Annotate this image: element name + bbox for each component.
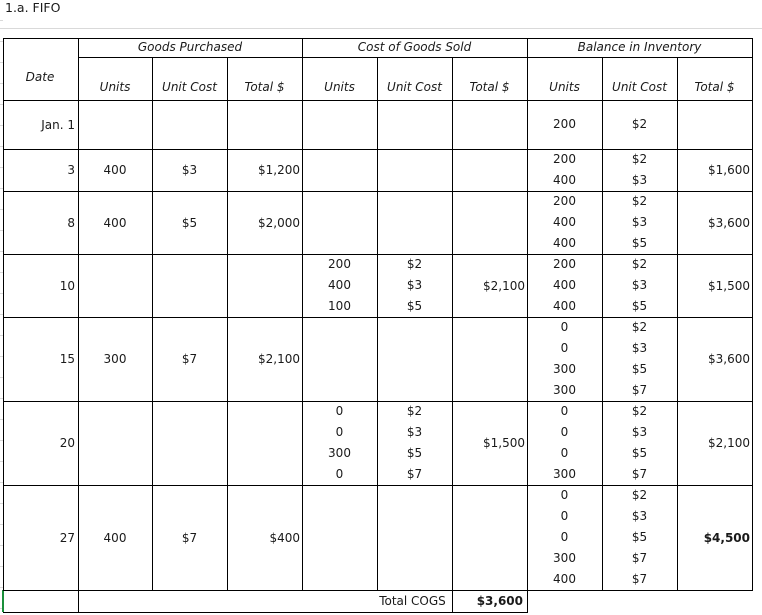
header-subcolumn: Total $ <box>469 80 510 94</box>
balance-total: $3,600 <box>708 215 750 230</box>
balance-units: 300 <box>553 383 576 397</box>
cogs-unit-cost: $3 <box>406 425 423 439</box>
balance-units: 0 <box>560 509 569 523</box>
balance-unit-cost: $2 <box>631 404 648 418</box>
balance-unit-cost: $2 <box>631 320 648 334</box>
purchased-unit-cost: $7 <box>181 352 198 366</box>
total-cogs-value: $3,600 <box>476 594 523 608</box>
balance-total: $2,100 <box>708 436 750 450</box>
column-border <box>527 38 528 590</box>
header-subcolumn: Units <box>324 80 355 94</box>
header-group: Cost of Goods Sold <box>357 40 472 54</box>
cogs-units: 400 <box>328 278 351 292</box>
column-border <box>302 38 303 590</box>
row-border <box>3 401 753 402</box>
row-border <box>3 590 753 591</box>
header-group: Balance in Inventory <box>577 40 702 54</box>
header-subcolumn: Units <box>99 80 131 94</box>
cogs-units: 0 <box>335 467 344 481</box>
balance-units: 300 <box>553 467 576 481</box>
row-border <box>3 149 753 150</box>
balance-units: 0 <box>560 341 569 355</box>
balance-unit-cost: $5 <box>631 299 648 313</box>
column-border <box>152 57 153 590</box>
balance-units: 200 <box>553 152 576 166</box>
balance-unit-cost: $2 <box>631 152 648 166</box>
balance-unit-cost: $5 <box>631 362 648 376</box>
header-subcolumn: Total $ <box>244 80 285 94</box>
purchased-unit-cost: $5 <box>181 215 198 230</box>
cogs-units: 100 <box>328 299 351 313</box>
gridline <box>0 20 3 21</box>
date-cell: 8 <box>67 215 75 230</box>
column-border <box>227 57 228 590</box>
balance-unit-cost: $3 <box>631 215 648 229</box>
balance-units: 200 <box>553 257 576 271</box>
header-subcolumn: Unit Cost <box>162 80 217 94</box>
cogs-total: $1,500 <box>483 436 525 450</box>
column-border <box>752 38 753 590</box>
balance-total: $1,500 <box>708 278 750 293</box>
row-border <box>3 254 753 255</box>
date-cell: 15 <box>59 352 75 366</box>
balance-units: 0 <box>560 320 569 334</box>
cogs-total: $2,100 <box>483 278 525 293</box>
column-border <box>377 57 378 590</box>
row-border <box>3 485 753 486</box>
header-subcolumn: Unit Cost <box>387 80 442 94</box>
balance-unit-cost: $7 <box>631 383 648 397</box>
row-border <box>3 38 753 39</box>
balance-total: $3,600 <box>708 352 750 366</box>
balance-unit-cost: $7 <box>631 572 648 586</box>
purchased-total: $2,100 <box>258 352 300 366</box>
balance-unit-cost: $5 <box>631 236 648 250</box>
cogs-unit-cost: $2 <box>406 404 423 418</box>
cogs-unit-cost: $5 <box>406 299 423 313</box>
header-subcolumn: Unit Cost <box>612 80 667 94</box>
column-border <box>602 57 603 590</box>
row-border <box>3 317 753 318</box>
column-border <box>3 38 4 590</box>
date-cell: 27 <box>59 530 75 545</box>
balance-unit-cost: $3 <box>631 341 648 355</box>
balance-unit-cost: $2 <box>631 257 648 271</box>
header-group: Goods Purchased <box>137 40 243 54</box>
cogs-units: 0 <box>335 404 344 418</box>
header-date: Date <box>25 70 55 84</box>
header-subcolumn: Total $ <box>694 80 735 94</box>
balance-unit-cost: $7 <box>631 551 648 565</box>
date-cell: 10 <box>59 278 75 293</box>
balance-units: 0 <box>560 488 569 502</box>
balance-total: $1,600 <box>708 163 750 177</box>
balance-unit-cost: $2 <box>631 117 648 131</box>
balance-units: 400 <box>553 236 576 250</box>
purchased-units: 400 <box>103 530 127 545</box>
purchased-total: $400 <box>269 530 300 545</box>
purchased-total: $2,000 <box>258 215 300 230</box>
purchased-total: $1,200 <box>258 163 300 177</box>
date-cell: 3 <box>67 163 75 177</box>
balance-unit-cost: $2 <box>631 488 648 502</box>
balance-unit-cost: $3 <box>631 425 648 439</box>
balance-units: 0 <box>560 530 569 544</box>
column-border <box>677 57 678 590</box>
row-border <box>3 191 753 192</box>
purchased-units: 300 <box>103 352 127 366</box>
balance-total: $4,500 <box>703 530 750 545</box>
balance-unit-cost: $3 <box>631 509 648 523</box>
balance-units: 400 <box>553 299 576 313</box>
cogs-unit-cost: $7 <box>406 467 423 481</box>
balance-units: 0 <box>560 404 569 418</box>
balance-unit-cost: $5 <box>631 446 648 460</box>
column-border <box>452 57 453 590</box>
purchased-unit-cost: $3 <box>181 163 198 177</box>
purchased-unit-cost: $7 <box>181 530 198 545</box>
row-border <box>78 57 753 58</box>
cell-cursor <box>2 590 4 612</box>
sheet-title[interactable]: 1.a. FIFO <box>5 0 61 15</box>
balance-units: 0 <box>560 446 569 460</box>
balance-units: 400 <box>553 173 576 187</box>
column-border <box>78 38 79 590</box>
cogs-units: 0 <box>335 425 344 439</box>
gridline <box>0 28 762 29</box>
balance-unit-cost: $5 <box>631 530 648 544</box>
balance-unit-cost: $2 <box>631 194 648 208</box>
date-cell: Jan. 1 <box>41 117 75 132</box>
date-cell: 20 <box>59 436 75 450</box>
row-border <box>3 612 528 613</box>
cogs-units: 300 <box>328 446 351 460</box>
balance-units: 300 <box>553 551 576 565</box>
purchased-units: 400 <box>103 215 127 230</box>
balance-unit-cost: $7 <box>631 467 648 481</box>
balance-units: 200 <box>553 194 576 208</box>
cogs-unit-cost: $2 <box>406 257 423 271</box>
header-subcolumn: Units <box>549 80 580 94</box>
row-border <box>3 100 753 101</box>
cogs-units: 200 <box>328 257 351 271</box>
balance-unit-cost: $3 <box>631 278 648 292</box>
column-border <box>452 590 453 612</box>
balance-units: 300 <box>553 362 576 376</box>
column-border <box>527 590 528 612</box>
cogs-unit-cost: $3 <box>406 278 423 292</box>
balance-unit-cost: $3 <box>631 173 648 187</box>
purchased-units: 400 <box>103 163 127 177</box>
total-cogs-label: Total COGS <box>379 594 446 608</box>
balance-units: 0 <box>560 425 569 439</box>
balance-units: 200 <box>553 117 576 131</box>
balance-units: 400 <box>553 215 576 229</box>
balance-units: 400 <box>553 278 576 292</box>
balance-units: 400 <box>553 572 576 586</box>
cogs-unit-cost: $5 <box>406 446 423 460</box>
column-border <box>78 590 79 612</box>
